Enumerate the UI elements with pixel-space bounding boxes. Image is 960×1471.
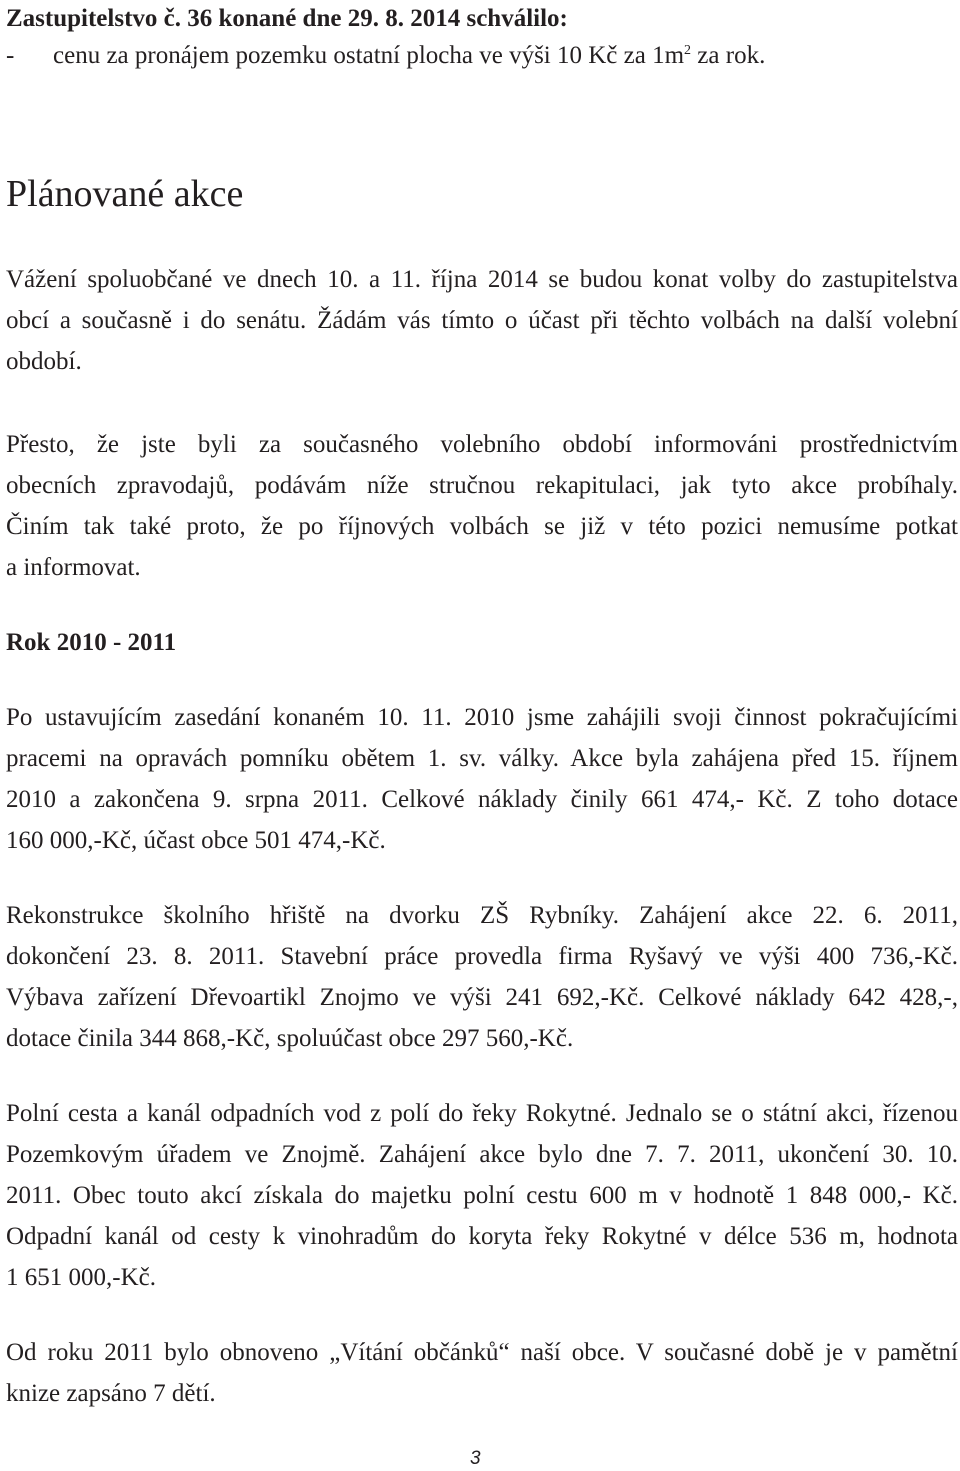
planned-actions-title: Plánované akce (6, 173, 244, 215)
paragraph-line: dotace činila 344 868,-Kč, spoluúčast obce 297 560,-Kč. (6, 1025, 574, 1052)
resolution-item-text: cenu za pronájem pozemku ostatní plocha ve výši 10 Kč za 1m (53, 42, 685, 69)
council-resolution-heading: Zastupitelstvo č. 36 konané dne 29. 8. 2014 schválilo: (6, 5, 568, 32)
paragraph-line: Po ustavujícím zasedání konaném 10. 11. 2010 jsme zahájili svoji činnost pokračujícími (6, 704, 958, 731)
year-section-heading: Rok 2010 - 2011 (6, 629, 177, 656)
square-meter-superscript: 2 (684, 43, 692, 58)
paragraph-line: 2011. Obec touto akcí získala do majetku polní cestu 600 m v hodnotě 1 848 000,- Kč. (6, 1182, 958, 1209)
paragraph-line: Činím tak také proto, že po říjnových volbách se již v této pozici nemusíme potkat (6, 513, 958, 540)
paragraph-line: Od roku 2011 bylo obnoveno „Vítání občánků“ naší obce. V současné době je v pamětní (6, 1339, 958, 1366)
memorial-paragraph (6, 697, 958, 861)
paragraph-line: Rekonstrukce školního hřiště na dvorku ZŠ Rybníky. Zahájení akce 22. 6. 2011, (6, 902, 958, 929)
paragraph-line: Polní cesta a kanál odpadních vod z polí do řeky Rokytné. Jednalo se o státní akci, řízenou (6, 1100, 958, 1127)
paragraph-line: Přesto, že jste byli za současného volebního období informováni prostřednictvím (6, 431, 958, 458)
paragraph-line: 1 651 000,-Kč. (6, 1264, 156, 1291)
paragraph-line: obcí a současně i do senátu. Žádám vás tímto o účast při těchto volbách na další volební (6, 307, 958, 334)
paragraph-line: a informovat. (6, 554, 141, 581)
paragraph-line: Výbava zařízení Dřevoartikl Znojmo ve výši 241 692,-Kč. Celkové náklady 642 428,-, (6, 984, 958, 1011)
paragraph-line: období. (6, 348, 82, 375)
welcome-paragraph (6, 1332, 958, 1414)
paragraph-line: Vážení spoluobčané ve dnech 10. a 11. října 2014 se budou konat volby do zastupitelstva (6, 266, 958, 293)
playground-paragraph (6, 895, 958, 1059)
paragraph-line: Pozemkovým úřadem ve Znojmě. Zahájení akce bylo dne 7. 7. 2011, ukončení 30. 10. (6, 1141, 958, 1168)
paragraph-line: 2010 a zakončena 9. srpna 2011. Celkové náklady činily 661 474,- Kč. Z toho dotace (6, 786, 958, 813)
page-number: 3 (470, 1448, 481, 1469)
resolution-list-item (6, 40, 765, 72)
field-road-paragraph (6, 1093, 958, 1298)
resolution-item-suffix: za rok. (691, 42, 766, 69)
election-paragraph (6, 259, 958, 382)
paragraph-line: obecních zpravodajů, podávám níže stručnou rekapitulaci, jak tyto akce probíhaly. (6, 472, 958, 499)
paragraph-line: dokončení 23. 8. 2011. Stavební práce provedla firma Ryšavý ve výši 400 736,-Kč. (6, 943, 958, 970)
paragraph-line: knize zapsáno 7 dětí. (6, 1380, 216, 1407)
paragraph-line: 160 000,-Kč, účast obce 501 474,-Kč. (6, 827, 386, 854)
paragraph-line: pracemi na opravách pomníku obětem 1. sv. války. Akce byla zahájena před 15. říjnem (6, 745, 958, 772)
intro-paragraph (6, 424, 958, 588)
paragraph-line: Odpadní kanál od cesty k vinohradům do koryta řeky Rokytné v délce 536 m, hodnota (6, 1223, 958, 1250)
list-dash: - (6, 42, 15, 69)
